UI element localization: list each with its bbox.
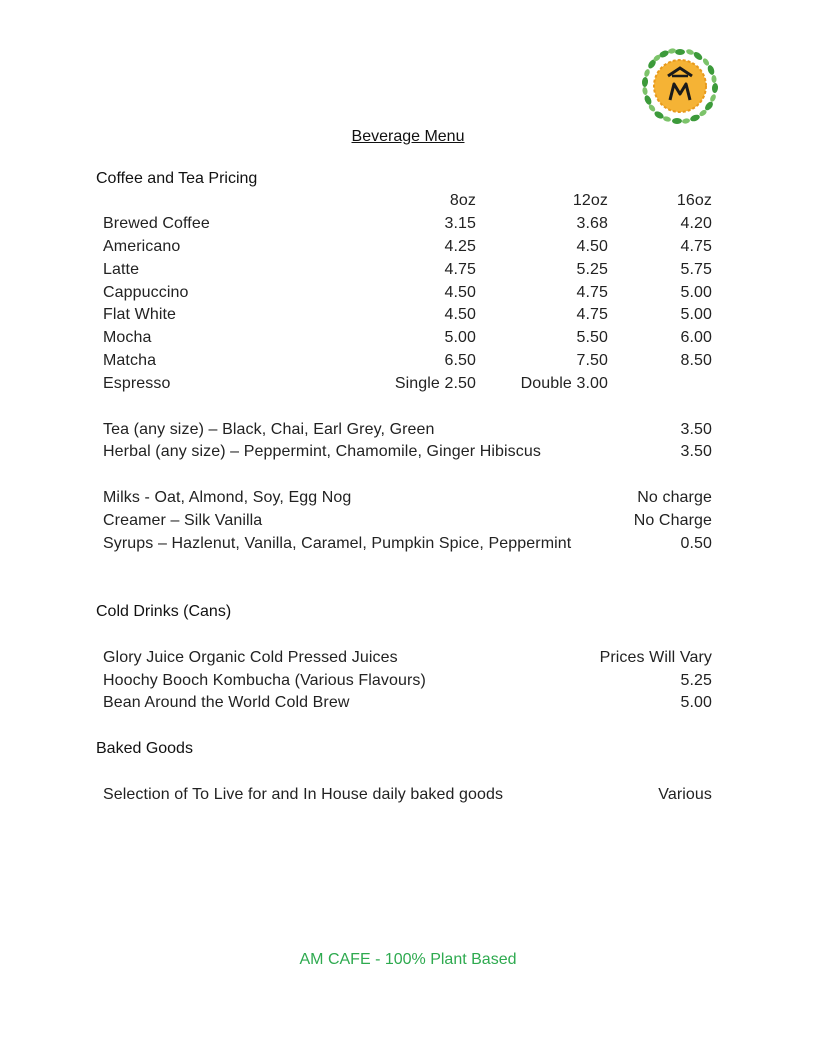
price-16oz: 8.50 [680,352,712,369]
cold-item-name: Glory Juice Organic Cold Pressed Juices [103,649,398,666]
price-8oz: 4.75 [444,261,476,278]
extra-item-price: No Charge [633,512,712,529]
extra-item-name: Syrups – Hazlenut, Vanilla, Caramel, Pumpkin Spice, Peppermint [103,535,572,552]
price-12oz: 4.75 [576,284,608,301]
tea-item-price: 3.50 [680,443,712,460]
price-double: Double 3.00 [520,375,608,392]
menu-item-name: Espresso [103,375,171,392]
price-12oz: 5.50 [576,329,608,346]
price-8oz: 6.50 [444,352,476,369]
menu-item-name: Mocha [103,329,152,346]
section-heading-coffee-tea: Coffee and Tea Pricing [96,170,258,187]
footer-tagline: AM CAFE - 100% Plant Based [299,951,517,968]
price-16oz: 5.75 [680,261,712,278]
tea-item-name: Tea (any size) – Black, Chai, Earl Grey, Green [103,421,435,438]
tea-item-price: 3.50 [680,421,712,438]
size-header-8oz: 8oz [449,192,476,209]
price-16oz: 4.75 [680,238,712,255]
cold-item-price: Prices Will Vary [599,649,712,666]
menu-item-name: Cappuccino [103,284,189,301]
tea-item-name: Herbal (any size) – Peppermint, Chamomile, Ginger Hibiscus [103,443,541,460]
price-8oz: 4.50 [444,306,476,323]
price-16oz: 4.20 [680,215,712,232]
cold-item-price: 5.25 [680,672,712,689]
cold-item-name: Bean Around the World Cold Brew [103,694,350,711]
section-heading-baked-goods: Baked Goods [96,740,193,757]
baked-item-price: Various [658,786,712,803]
price-8oz: 4.50 [444,284,476,301]
extra-item-name: Milks - Oat, Almond, Soy, Egg Nog [103,489,352,506]
price-12oz: 3.68 [576,215,608,232]
price-12oz: 4.50 [576,238,608,255]
price-16oz: 5.00 [680,284,712,301]
price-16oz: 6.00 [680,329,712,346]
size-header-12oz: 12oz [572,192,608,209]
cold-item-name: Hoochy Booch Kombucha (Various Flavours) [103,672,426,689]
extra-item-name: Creamer – Silk Vanilla [103,512,263,529]
price-8oz: 3.15 [444,215,476,232]
price-12oz: 5.25 [576,261,608,278]
menu-item-name: Flat White [103,306,177,323]
extra-item-price: 0.50 [680,535,712,552]
cafe-logo [640,46,720,126]
price-8oz: 5.00 [444,329,476,346]
menu-item-name: Matcha [103,352,157,369]
price-12oz: 4.75 [576,306,608,323]
size-header-16oz: 16oz [676,192,712,209]
menu-item-name: Latte [103,261,140,278]
section-heading-cold-drinks: Cold Drinks (Cans) [96,603,232,620]
extra-item-price: No charge [637,489,712,506]
price-single: Single 2.50 [394,375,476,392]
menu-item-name: Brewed Coffee [103,215,210,232]
menu-item-name: Americano [103,238,181,255]
cold-item-price: 5.00 [680,694,712,711]
price-8oz: 4.25 [444,238,476,255]
menu-title: Beverage Menu [351,128,465,145]
price-16oz: 5.00 [680,306,712,323]
baked-item-name: Selection of To Live for and In House daily baked goods [103,786,504,803]
price-12oz: 7.50 [576,352,608,369]
